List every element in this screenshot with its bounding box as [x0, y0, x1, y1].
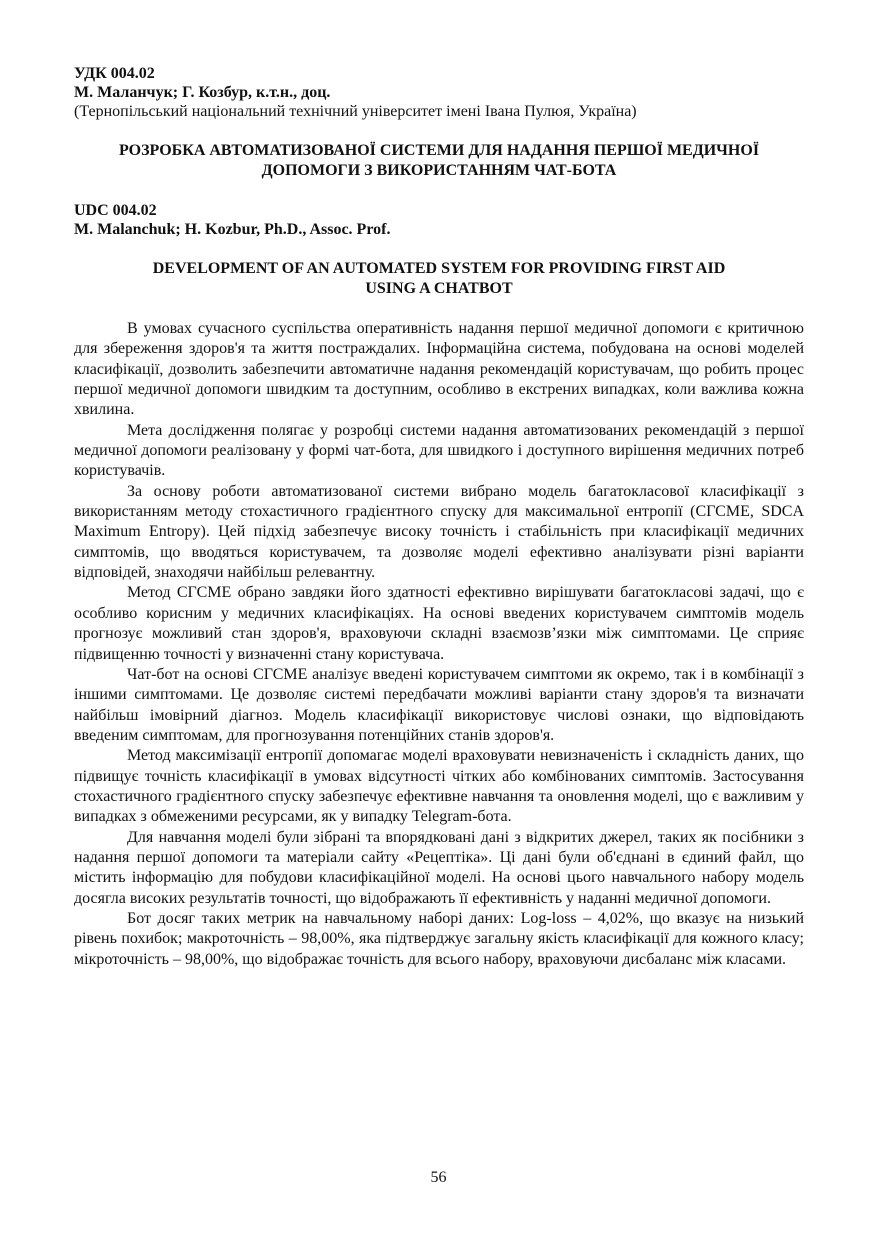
paragraph-1: В умовах сучасного суспільства оперативність надання першої медичної допомоги є критичною для збереження здоров'я та життя постраждалих. Інформаційна система, побудована на основі моделей класифікації, дозволить забезпечити автоматичне надання рекомендацій користувачам, що робить процес першої медичної допомоги швидким та доступним, особливо в екстрених випадках, коли важлива кожна хвилина. — [74, 320, 804, 419]
header-en — [74, 201, 804, 239]
title-ua-line-1: РОЗРОБКА АВТОМАТИЗОВАНОЇ СИСТЕМИ ДЛЯ НАДАННЯ ПЕРШОЇ МЕДИЧНОЇ — [118, 142, 760, 159]
paragraph-7: Для навчання моделі були зібрані та впорядковані дані з відкритих джерел, таких як посібники з надання першої допомоги та матеріали сайту «Рецептіка». Ці дані були об'єднані в єдиний файл, що містить інформацію для побудови класифікаційної моделі. На основі цього навчального набору модель досягла високих результатів точності, що відображають її ефективність у наданні медичної допомоги. — [74, 828, 804, 907]
page-content — [74, 64, 804, 970]
paragraph-3: За основу роботи автоматизованої системи вибрано модель багатокласової класифікації з використанням методу стохастичного градієнтного спуску для максимальної ентропії (СГСМЕ, SDCA Maximum Entropy). Цей підхід забезпечує високу точність і стабільність при класифікації медичних симптомів, що вводяться користувачем, та дозволяє моделі ефективно аналізувати різні варіанти відповідей, знаходячи найбільш релевантну. — [74, 482, 804, 582]
affiliation-ua: (Тернопільський національний технічний університет імені Івана Пулюя, Україна) — [74, 103, 637, 120]
header-ua — [74, 64, 804, 121]
page-number: 56 — [430, 1169, 447, 1186]
authors-ua: М. Маланчук; Г. Козбур, к.т.н., доц. — [74, 84, 331, 101]
udc-en: UDC 004.02 — [74, 202, 157, 219]
authors-en: M. Malanchuk; H. Kozbur, Ph.D., Assoc. Prof. — [74, 221, 391, 238]
paragraph-4: Метод СГСМЕ обрано завдяки його здатності ефективно вирішувати багатокласові задачі, що є особливо корисним у медичних класифікаціях. На основі введених користувачем симптомів модель прогнозує можливий стан здоров'я, враховуючи складні взаємозв’язки між симптомами. Це сприяє підвищенню точності у визначенні стану користувача. — [74, 584, 804, 663]
paragraph-2: Мета дослідження полягає у розробці системи надання автоматизованих рекомендацій з першої медичної допомоги реалізовану у формі чат-бота, для швидкого і доступного вирішення медичних потреб користувачів. — [74, 421, 804, 480]
paragraph-8: Бот досяг таких метрик на навчальному наборі даних: Log-loss – 4,02%, що вказує на низький рівень похибок; макроточність – 98,00%, яка підтверджує загальну якість класифікації для кожного класу; мікроточність – 98,00%, що відображає точність для всього набору, враховуючи дисбаланс між класами. — [74, 909, 804, 968]
title-en-line-2: USING A CHATBOT — [365, 280, 513, 297]
paragraph-5: Чат-бот на основі СГСМЕ аналізує введені користувачем симптоми як окремо, так і в комбінації з іншими симптомами. Це дозволяє системі передбачати можливі варіанти стану здоров'я та визначати найбільш імовірний діагноз. Модель класифікації використовує числові ознаки, що відповідають введеним симптомам, для прогнозування потенційних станів здоров'я. — [74, 665, 804, 744]
title-ua-line-2: ДОПОМОГИ З ВИКОРИСТАННЯМ ЧАТ-БОТА — [261, 162, 617, 179]
article-body — [74, 319, 804, 970]
title-en — [74, 259, 804, 299]
udc-ua: УДК 004.02 — [74, 65, 155, 82]
title-ua — [74, 141, 804, 181]
title-en-line-1: DEVELOPMENT OF AN AUTOMATED SYSTEM FOR PROVIDING FIRST AID — [152, 260, 726, 277]
paragraph-6: Метод максимізації ентропії допомагає моделі враховувати невизначеність і складність даних, що підвищує точність класифікації в умовах відсутності чітких або комбінованих симптомів. Застосування стохастичного градієнтного спуску забезпечує ефективне навчання та оновлення моделі, що є важливим у випадках з обмеженими ресурсами, як у випадку Telegram-бота. — [74, 747, 804, 826]
